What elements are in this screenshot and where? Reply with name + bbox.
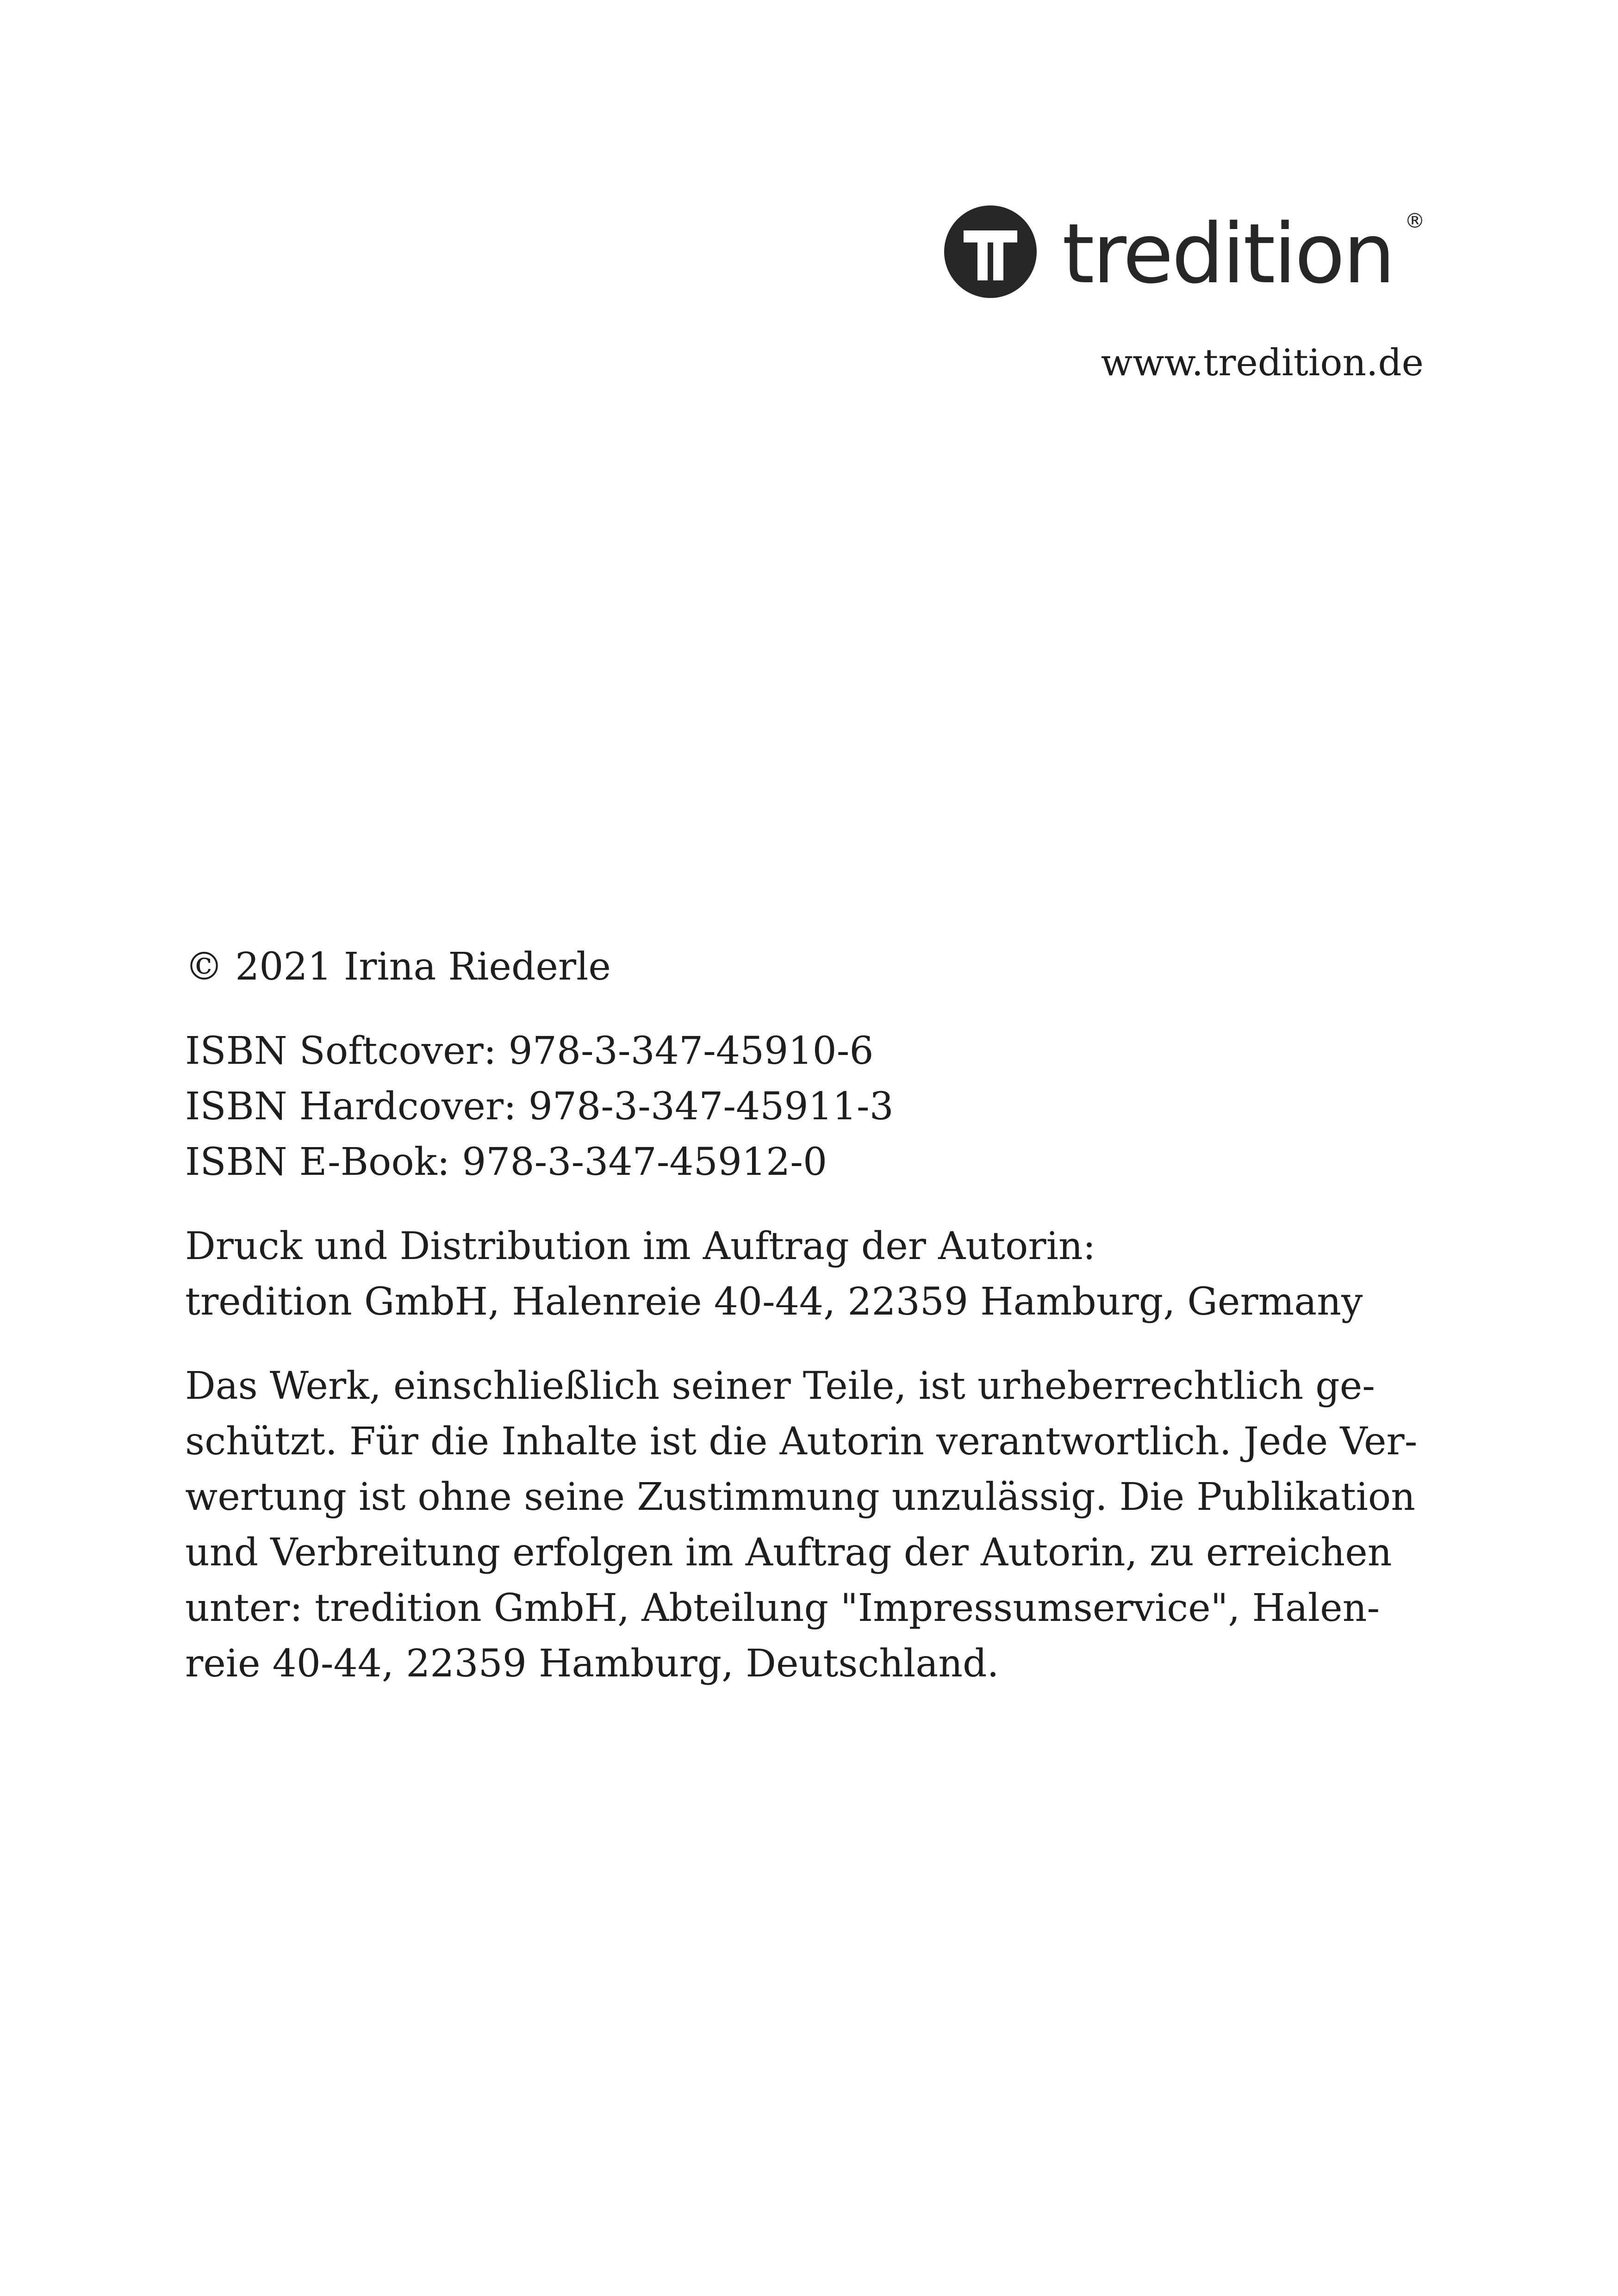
publisher-website: www.tredition.de bbox=[1101, 341, 1424, 384]
legal-line: wertung ist ohne seine Zustimmung unzulässig. Die Publikation bbox=[185, 1475, 1416, 1519]
distribution-address: tredition GmbH, Halenreie 40-44, 22359 Hamburg, Germany bbox=[185, 1280, 1363, 1324]
legal-line: und Verbreitung erfolgen im Auftrag der Autorin, zu erreichen bbox=[185, 1531, 1392, 1575]
svg-text:tredition: tredition bbox=[1062, 206, 1394, 302]
legal-line: Das Werk, einschließlich seiner Teile, ist urheberrechtlich ge- bbox=[185, 1364, 1375, 1408]
distribution-line: Druck und Distribution im Auftrag der Autorin: bbox=[185, 1224, 1096, 1268]
isbn-hardcover: ISBN Hardcover: 978-3-347-45911-3 bbox=[185, 1085, 894, 1129]
svg-text:®: ® bbox=[1405, 209, 1425, 233]
legal-line: schützt. Für die Inhalte ist die Autorin verantwortlich. Jede Ver- bbox=[185, 1420, 1418, 1464]
isbn-softcover: ISBN Softcover: 978-3-347-45910-6 bbox=[185, 1029, 874, 1073]
imprint-block bbox=[185, 939, 1435, 1692]
legal-line: reie 40-44, 22359 Hamburg, Deutschland. bbox=[185, 1642, 999, 1686]
legal-line: unter: tredition GmbH, Abteilung "Impressumservice", Halen- bbox=[185, 1586, 1380, 1630]
isbn-ebook: ISBN E-Book: 978-3-347-45912-0 bbox=[185, 1140, 828, 1184]
tredition-logo bbox=[944, 204, 1425, 305]
copyright-line: © 2021 Irina Riederle bbox=[185, 945, 611, 989]
tredition-emblem-icon bbox=[944, 205, 1037, 298]
